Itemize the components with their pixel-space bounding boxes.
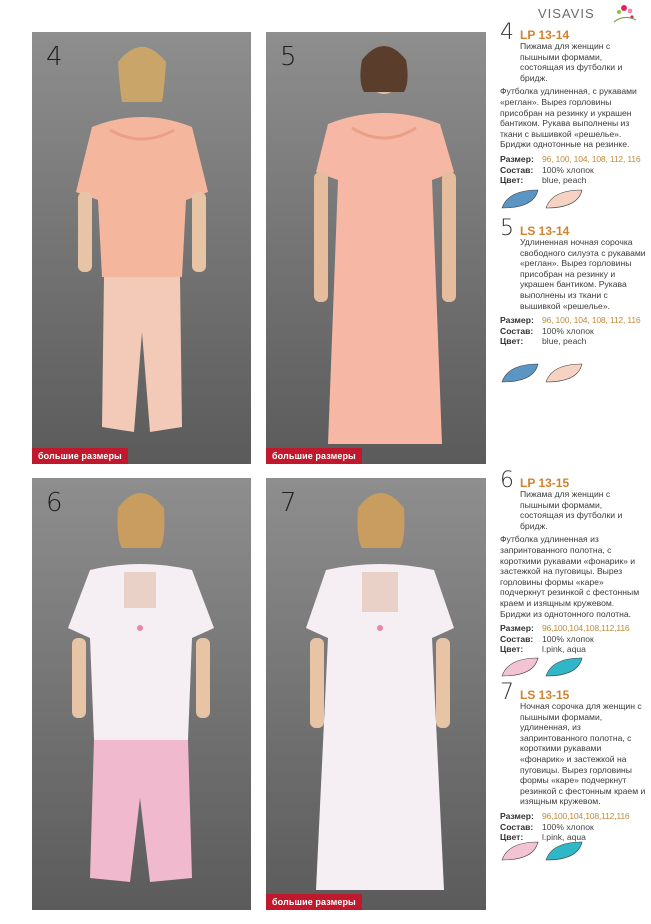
color-value: l.pink, aqua xyxy=(542,644,586,655)
color-value: blue, peach xyxy=(542,175,587,186)
photo-panel-4 xyxy=(32,32,251,464)
swatch-light-pink xyxy=(502,658,538,676)
photo-number: 6 xyxy=(46,488,63,518)
plus-size-badge: большие размеры xyxy=(32,448,128,464)
product-code: LS 13-15 xyxy=(520,688,570,702)
product-number: 4 xyxy=(500,20,514,45)
photo-number: 7 xyxy=(280,488,297,518)
material-value: 100% хлопок xyxy=(542,821,594,832)
photo-panel-6 xyxy=(32,478,251,910)
swatch-aqua xyxy=(546,658,582,676)
product-block-7 xyxy=(500,680,646,843)
material-label: Состав: xyxy=(500,325,534,336)
size-label: Размер: xyxy=(500,623,534,634)
swatch-peach xyxy=(546,364,582,382)
size-label: Размер: xyxy=(500,315,534,326)
model-pajama-white-pink-illustration xyxy=(32,478,251,910)
size-label: Размер: xyxy=(500,153,534,164)
material-value: 100% хлопок xyxy=(542,325,594,336)
color-swatches-7 xyxy=(500,840,590,864)
size-list: 96, 100, 104, 108, 112, 116 xyxy=(542,315,641,326)
product-block-5 xyxy=(500,216,646,347)
color-swatches-5 xyxy=(500,362,590,386)
color-label: Цвет: xyxy=(500,175,524,186)
product-intro: Пижама для женщин с пышными формами, состоящая из футболки и бридж. xyxy=(520,489,623,531)
product-intro: Пижама для женщин с пышными формами, состоящая из футболки и бридж. xyxy=(520,41,623,83)
swatch-aqua xyxy=(546,842,582,860)
material-value: 100% хлопок xyxy=(542,633,594,644)
color-swatches-6 xyxy=(500,656,590,680)
material-label: Состав: xyxy=(500,821,534,832)
swatch-peach xyxy=(546,190,582,208)
product-number: 7 xyxy=(500,680,514,705)
product-intro: Удлиненная ночная сорочка свободного силуэта с рукавами «реглан». Вырез горловины присобран на резинку и украшен бантиком. Рукава выполнены из ткани с вышивкой «решелье». xyxy=(520,237,646,311)
color-value: l.pink, aqua xyxy=(542,832,586,843)
model-pajama-peach-illustration xyxy=(32,32,251,464)
flower-logo-icon xyxy=(610,2,640,24)
product-description: Футболка удлиненная, с рукавами «реглан». Вырез горловины присобран на резинку и украшен бантиком. Рукава выполнены из ткани с вышивкой «решелье». Бриджи однотонные на резинке. xyxy=(500,86,637,150)
color-value: blue, peach xyxy=(542,336,587,347)
product-block-6 xyxy=(500,468,646,655)
product-number: 5 xyxy=(500,216,514,241)
product-code: LP 13-14 xyxy=(520,28,570,42)
size-list: 96, 100, 104, 108, 112, 116 xyxy=(542,153,641,164)
product-number: 6 xyxy=(500,468,514,493)
photo-panel-7 xyxy=(266,478,486,910)
size-label: Размер: xyxy=(500,810,534,821)
material-value: 100% хлопок xyxy=(542,164,594,175)
swatch-blue xyxy=(502,364,538,382)
model-nightgown-peach-illustration xyxy=(266,32,486,464)
photo-panel-5 xyxy=(266,32,486,464)
size-list: 96,100,104,108,112,116 xyxy=(542,810,630,821)
color-label: Цвет: xyxy=(500,336,524,347)
material-label: Состав: xyxy=(500,164,534,175)
color-label: Цвет: xyxy=(500,832,524,843)
plus-size-badge: большие размеры xyxy=(266,448,362,464)
product-code: LP 13-15 xyxy=(520,476,570,490)
product-intro: Ночная сорочка для женщин с пышными формами, удлиненная, из запринтованного полотна, с короткими рукавами «фонарик» и застежкой на пуговицы. Вырез горловины формы «каре» подчеркнут резинкой с фестонным краем и изящным кружевом. xyxy=(520,701,646,807)
color-label: Цвет: xyxy=(500,644,524,655)
product-code: LS 13-14 xyxy=(520,224,570,238)
model-nightgown-white-pink-illustration xyxy=(266,478,486,910)
color-swatches-4 xyxy=(500,188,590,212)
size-list: 96,100,104,108,112,116 xyxy=(542,623,630,634)
material-label: Состав: xyxy=(500,633,534,644)
swatch-light-pink xyxy=(502,842,538,860)
photo-number: 4 xyxy=(46,42,63,72)
product-block-4 xyxy=(500,20,646,186)
photo-number: 5 xyxy=(280,42,297,72)
brand-logo: VISAVIS xyxy=(538,6,595,21)
product-description: Футболка удлиненная из запринтованного полотна, с короткими рукавами «фонарик» и застежкой на пуговицы. Вырез горловины формы «каре» подчеркнут резинкой с фестонным краем и изящным кружевом. Бриджи из однотонного полотна. xyxy=(500,534,640,619)
swatch-blue xyxy=(502,190,538,208)
plus-size-badge: большие размеры xyxy=(266,894,362,910)
